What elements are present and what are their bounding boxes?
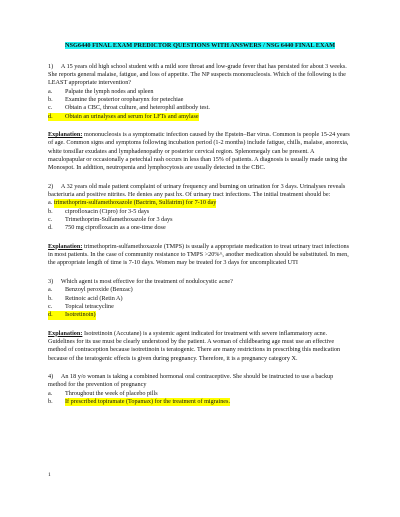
question-stem: 1) A 15 years old high school student with a mild sore throat and low-grade fever that has persisted for about 3 weeks. She reports general malaise, fatigue, and loss of appetite. The NP suspects mononucleosis. Which of the following is the LEAST appropriate intervention? [48,62,347,87]
option-c: c. Trimethoprim-Sulfamethoxazole for 3 days [48,216,173,224]
option-b: b. Retinoic acid (Retin A) [48,294,123,302]
option-c: c. Topical tetracycline [48,302,114,310]
explanation: Explanation: mononucleosis is a symptomatic infection caused by the Epstein–Bar virus. Common is people 15-24 years of age. Common signs and symptoms following incubation period (1-2 months) include fatigue, chills, malaise, anorexia, white tonsillar exudates and lymphadenopathy or posterior cervical region. Splenomegaly can be present. A maculopapular or occasionally a petechial rash occurs in less than 15% of patients. A diagnosis is usually made using the Monospot. In addition, neutropenia and lymphocytosis are usually detected in the CBC. [48,131,350,172]
explanation: Explanation: Isotretinoin (Accutane) is a systemic agent indicated for treatment with severe inflammatory acne. Guidelines for its use must be clearly understood by the patient. A woman of childbearing age must use an effective method of contraception because isotretinoin is teratogenic. There are many restrictions in prescribing this medication because of the teratogenic effects is given during pregnancy. Therefore, it is a pregnancy category X. [48,329,341,362]
question-stem: 3) Which agent is most effective for the treatment of nodulocystic acne? [48,277,233,285]
option-a: a. Throughout the week of placebo pills [48,389,158,397]
option-a-answer: a. trimethoprim-sulfamethoxazole (Bactrim, Sulfatrim) for 7-10 day [48,199,217,207]
option-b: b. ciprofloxacin (Cipro) for 3-5 days [48,207,150,215]
question-3 [48,278,352,363]
page-number: 1 [48,472,51,478]
option-d-answer: d. Obtain an urinalyses and serum for LFTs and amylase [48,112,199,120]
option-c: c. Obtain a CBC, throat culture, and heterophil antibody test. [48,104,210,112]
question-stem: 4) An 18 y/o woman is taking a combined hormonal oral contraceptive. She should be instructed to use a backup method for the prevention of pregnancy [48,372,334,389]
option-d-answer: d. Isotretinoin) [48,311,96,319]
question-1 [48,63,352,173]
option-a: a. Palpate the lymph nodes and spleen [48,87,154,95]
option-a: a. Benzoyl peroxide (Benzac) [48,286,133,294]
option-d: d. 750 mg ciprofloxacin as a one-time dose [48,224,166,232]
document-title: NSG6440 FINAL EXAM PREDICTOR QUESTIONS WITH ANSWERS / NSG 6440 FINAL EXAM [64,42,336,49]
option-b: b. Examine the posterior oropharynx for petechiae [48,95,184,103]
question-4 [48,373,352,406]
option-b-answer: b. If prescribed topiramate (Topamax) for the treatment of migraines. [48,397,231,405]
question-stem: 2) A 32 years old male patient complaint of urinary frequency and burning on urination for 3 days. Urinalyses reveals bacteriuria and positive nitrites. He denies any past hx. Of urinary tract infections. The initial treatment should be: [48,182,346,199]
question-2 [48,183,352,268]
explanation: Explanation: trimethoprim-sulfamethoxazole (TMPS) is usually a appropriate medication to treat urinary tract infections in most patients. In the case of community resistance to TMPS >20%^, another medication should be substituted. In men, the appropriate length of time is 7-10 days. Women may be treated for 3 days for uncomplicated UTI [48,242,350,267]
